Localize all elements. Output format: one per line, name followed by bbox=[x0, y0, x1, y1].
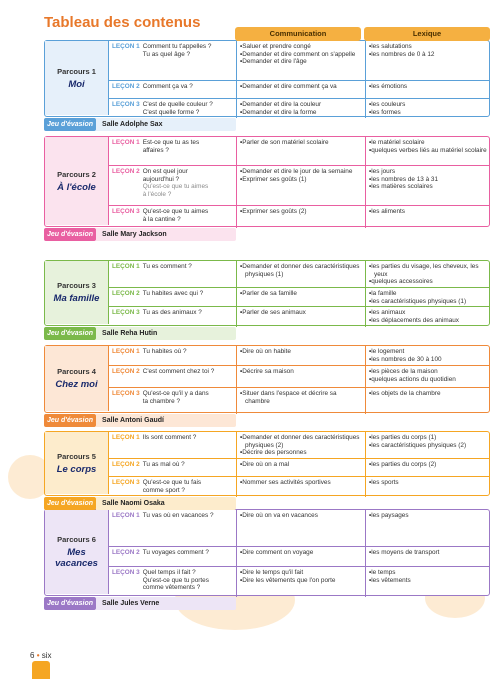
lexique-item: • les aliments bbox=[369, 208, 487, 216]
communication-item: • Situer dans l'espace et décrire sa chambre bbox=[240, 390, 363, 405]
communication-item: • Dire où on habite bbox=[240, 348, 363, 356]
lesson-row bbox=[109, 476, 489, 497]
parcours-label bbox=[45, 432, 109, 494]
lesson-question: Tu as des animaux ? bbox=[142, 309, 202, 316]
lesson-row bbox=[109, 205, 489, 228]
page-title: Tableau des contenus bbox=[44, 14, 201, 31]
lesson-tag: LEÇON 3 bbox=[112, 101, 140, 108]
lesson-question-cell bbox=[109, 261, 236, 287]
lesson-question: ta chambre ? bbox=[142, 397, 181, 405]
lesson-question: Tu as mal où ? bbox=[142, 461, 185, 468]
column-header-communication: Communication bbox=[235, 27, 361, 41]
lexique-item: • les parties du corps (1) bbox=[369, 434, 487, 442]
communication-item: • Demander et donner des caractéristiques physiques (2) bbox=[240, 434, 363, 449]
lesson-tag: LEÇON 2 bbox=[112, 368, 140, 375]
communication-cell bbox=[236, 459, 365, 476]
lesson-question-cell bbox=[109, 41, 236, 80]
lesson-question: Qu'est-ce que tu portes bbox=[142, 576, 209, 584]
communication-item: • Saluer et prendre congé bbox=[240, 43, 363, 51]
lesson-tag: LEÇON 2 bbox=[112, 549, 140, 556]
communication-item: • Dire où on va en vacances bbox=[240, 512, 363, 520]
lesson-question-cell bbox=[109, 388, 236, 414]
communication-cell bbox=[236, 388, 365, 414]
communication-item: • Nommer ses activités sportives bbox=[240, 479, 363, 487]
lesson-row bbox=[109, 165, 489, 205]
parcours-label bbox=[45, 261, 109, 324]
lexique-item: • les animaux bbox=[369, 309, 487, 317]
evasion-bar bbox=[44, 497, 236, 510]
lexique-cell bbox=[365, 477, 489, 497]
lesson-question-cell bbox=[109, 567, 236, 597]
lexique-item: • le temps bbox=[369, 569, 487, 577]
lexique-item: • les nombres de 30 à 100 bbox=[369, 356, 487, 364]
communication-item: • Parler de son matériel scolaire bbox=[240, 139, 363, 147]
communication-cell bbox=[236, 99, 365, 118]
lesson-tag: LEÇON 2 bbox=[112, 290, 140, 297]
parcours-label bbox=[45, 137, 109, 225]
lesson-question: C'est comment chez toi ? bbox=[142, 368, 215, 375]
lesson-question: Ils sont comment ? bbox=[142, 434, 197, 441]
evasion-room: Salle Mary Jackson bbox=[96, 228, 236, 241]
lesson-question: Tu habites avec qui ? bbox=[142, 290, 204, 297]
parcours-name: Le corps bbox=[56, 463, 97, 475]
parcours-number: Parcours 6 bbox=[57, 535, 96, 544]
communication-cell bbox=[236, 366, 365, 387]
communication-item: • Demander et dire comment ça va bbox=[240, 83, 363, 91]
evasion-label: Jeu d'évasion bbox=[44, 414, 96, 427]
lesson-question: Qu'est-ce que tu aimes bbox=[142, 208, 209, 215]
lesson-question: Comment ça va ? bbox=[142, 83, 193, 90]
evasion-room: Salle Jules Verne bbox=[96, 597, 236, 610]
page-corner-tab bbox=[32, 661, 50, 679]
lesson-questions bbox=[143, 263, 234, 285]
lesson-questions bbox=[143, 479, 234, 495]
parcours-section bbox=[44, 345, 490, 413]
lesson-tag: LEÇON 1 bbox=[112, 512, 140, 519]
parcours-section bbox=[44, 509, 490, 596]
lesson-tag: LEÇON 2 bbox=[112, 168, 140, 175]
lexique-cell bbox=[365, 288, 489, 306]
lexique-item: • les salutations bbox=[369, 43, 487, 51]
lexique-item: • les émotions bbox=[369, 83, 487, 91]
parcours-name: Mes vacances bbox=[55, 547, 98, 569]
lexique-item: • les parties du visage, les cheveux, les yeux bbox=[369, 263, 487, 278]
lesson-question-cell bbox=[109, 99, 236, 118]
communication-cell bbox=[236, 166, 365, 205]
lesson-questions bbox=[143, 83, 234, 96]
lesson-question: comme vêtements ? bbox=[142, 584, 201, 592]
lesson-row bbox=[109, 387, 489, 414]
lesson-row bbox=[109, 546, 489, 566]
lesson-questions bbox=[143, 368, 234, 385]
lesson-question-cell bbox=[109, 432, 236, 458]
lesson-question: à la cantine ? bbox=[142, 215, 181, 223]
communication-cell bbox=[236, 137, 365, 165]
communication-item: • Dire le temps qu'il fait bbox=[240, 569, 363, 577]
parcours-label bbox=[45, 510, 109, 594]
evasion-bar bbox=[44, 118, 236, 131]
lesson-questions bbox=[143, 461, 234, 474]
communication-cell bbox=[236, 510, 365, 546]
lexique-item: • les paysages bbox=[369, 512, 487, 520]
parcours-name: Moi bbox=[68, 78, 85, 90]
lesson-questions bbox=[143, 390, 234, 412]
lexique-item: • le logement bbox=[369, 348, 487, 356]
lesson-questions bbox=[143, 168, 234, 203]
parcours-section bbox=[44, 40, 490, 117]
evasion-label: Jeu d'évasion bbox=[44, 118, 96, 131]
lesson-tag: LEÇON 3 bbox=[112, 309, 140, 316]
lesson-row bbox=[109, 346, 489, 365]
lesson-question-cell bbox=[109, 477, 236, 497]
lexique-cell bbox=[365, 366, 489, 387]
lexique-cell bbox=[365, 388, 489, 414]
communication-item: • Dire comment on voyage bbox=[240, 549, 363, 557]
lexique-item: • les objets de la chambre bbox=[369, 390, 487, 398]
evasion-bar bbox=[44, 597, 236, 610]
lexique-item: • les moyens de transport bbox=[369, 549, 487, 557]
parcours-number: Parcours 3 bbox=[57, 281, 96, 290]
lesson-question: Est-ce que tu as tes bbox=[142, 139, 200, 146]
lesson-tag: LEÇON 3 bbox=[112, 208, 140, 215]
parcours-number: Parcours 4 bbox=[57, 367, 96, 376]
evasion-bar bbox=[44, 414, 236, 427]
lesson-question-cell bbox=[109, 137, 236, 165]
page-footer bbox=[30, 651, 52, 660]
parcours-section bbox=[44, 136, 490, 227]
communication-item: • Demander et donner des caractéristiques physiques (1) bbox=[240, 263, 363, 278]
lesson-tag: LEÇON 1 bbox=[112, 263, 140, 270]
parcours-label bbox=[45, 346, 109, 411]
communication-cell bbox=[236, 206, 365, 228]
evasion-room: Salle Adolphe Sax bbox=[96, 118, 236, 131]
lesson-question-cell bbox=[109, 459, 236, 476]
lexique-cell bbox=[365, 41, 489, 80]
evasion-room: Salle Reha Hutin bbox=[96, 327, 236, 340]
lesson-questions bbox=[143, 43, 234, 78]
lexique-cell bbox=[365, 346, 489, 365]
communication-cell bbox=[236, 307, 365, 327]
lexique-item: • les vêtements bbox=[369, 577, 487, 585]
lesson-question-cell bbox=[109, 366, 236, 387]
lesson-tag: LEÇON 3 bbox=[112, 479, 140, 486]
lesson-tag: LEÇON 2 bbox=[112, 461, 140, 468]
lesson-question: Tu es comment ? bbox=[142, 263, 192, 270]
communication-cell bbox=[236, 81, 365, 98]
lesson-question-cell bbox=[109, 166, 236, 205]
lexique-cell bbox=[365, 137, 489, 165]
lesson-row bbox=[109, 458, 489, 476]
lesson-questions bbox=[143, 290, 234, 304]
communication-cell bbox=[236, 567, 365, 597]
lesson-row bbox=[109, 98, 489, 118]
parcours-number: Parcours 2 bbox=[57, 169, 96, 179]
lexique-item: • les jours bbox=[369, 168, 487, 176]
lesson-row bbox=[109, 306, 489, 327]
lexique-item: • les matières scolaires bbox=[369, 183, 487, 191]
parcours-number: Parcours 1 bbox=[57, 66, 96, 76]
lesson-question-cell bbox=[109, 510, 236, 546]
parcours-name: À l'école bbox=[57, 181, 96, 193]
lesson-question: On est quel jour bbox=[142, 168, 188, 175]
lesson-question: C'est de quelle couleur ? bbox=[142, 101, 213, 108]
lesson-questions bbox=[143, 101, 234, 116]
lesson-question: Qu'est-ce qu'il y a dans bbox=[142, 390, 209, 397]
lesson-question: C'est quelle forme ? bbox=[142, 108, 200, 116]
lesson-question: Tu voyages comment ? bbox=[142, 549, 209, 556]
footer-dot: • bbox=[36, 651, 42, 660]
column-header-lexique: Lexique bbox=[364, 27, 490, 41]
lesson-questions bbox=[143, 512, 234, 544]
lesson-question: Quel temps il fait ? bbox=[142, 569, 196, 576]
evasion-room: Salle Antoni Gaudí bbox=[96, 414, 236, 427]
lesson-row bbox=[109, 41, 489, 80]
lexique-cell bbox=[365, 547, 489, 566]
lexique-cell bbox=[365, 166, 489, 205]
lesson-question-cell bbox=[109, 288, 236, 306]
lesson-questions bbox=[143, 434, 234, 456]
lexique-item: • les caractéristiques physiques (2) bbox=[369, 442, 487, 450]
communication-cell bbox=[236, 477, 365, 497]
lesson-questions bbox=[143, 569, 234, 595]
parcours-section bbox=[44, 431, 490, 496]
lesson-tag: LEÇON 1 bbox=[112, 43, 140, 50]
evasion-room: Salle Naomi Osaka bbox=[96, 497, 236, 510]
lesson-tag: LEÇON 1 bbox=[112, 348, 140, 355]
lexique-cell bbox=[365, 307, 489, 327]
lexique-item: • les sports bbox=[369, 479, 487, 487]
lexique-cell bbox=[365, 99, 489, 118]
evasion-label: Jeu d'évasion bbox=[44, 497, 96, 510]
lexique-item: • quelques actions du quotidien bbox=[369, 376, 487, 384]
communication-cell bbox=[236, 288, 365, 306]
communication-item: • Décrire des personnes bbox=[240, 449, 363, 457]
lesson-question: aujourd'hui ? bbox=[142, 175, 180, 183]
lesson-row bbox=[109, 137, 489, 165]
communication-item: • Demander et dire la forme bbox=[240, 109, 363, 117]
lexique-item: • quelques accessoires bbox=[369, 278, 487, 286]
lesson-tag: LEÇON 1 bbox=[112, 434, 140, 441]
communication-item: • Parler de ses animaux bbox=[240, 309, 363, 317]
lexique-item: • la famille bbox=[369, 290, 487, 298]
lexique-item: • les nombres de 13 à 31 bbox=[369, 176, 487, 184]
lesson-question-cell bbox=[109, 206, 236, 228]
lexique-item: • les formes bbox=[369, 109, 487, 117]
communication-item: • Parler de sa famille bbox=[240, 290, 363, 298]
evasion-bar bbox=[44, 228, 236, 241]
communication-item: • Demander et dire le jour de la semaine bbox=[240, 168, 363, 176]
parcours-name: Chez moi bbox=[55, 379, 98, 390]
lesson-question: comme sport ? bbox=[142, 486, 185, 494]
lesson-question-cell bbox=[109, 346, 236, 365]
lesson-question: affaires ? bbox=[142, 146, 169, 154]
communication-cell bbox=[236, 261, 365, 287]
communication-item: • Exprimer ses goûts (1) bbox=[240, 176, 363, 184]
lexique-item: • le matériel scolaire bbox=[369, 139, 487, 147]
lesson-row bbox=[109, 365, 489, 387]
parcours-number: Parcours 5 bbox=[57, 451, 96, 461]
evasion-bar bbox=[44, 327, 236, 340]
lesson-question: Tu as quel âge ? bbox=[142, 50, 191, 58]
lesson-row bbox=[109, 510, 489, 546]
communication-item: • Décrire sa maison bbox=[240, 368, 363, 376]
lexique-cell bbox=[365, 206, 489, 228]
lesson-row bbox=[109, 80, 489, 98]
lexique-item: • les nombres de 0 à 12 bbox=[369, 51, 487, 59]
lesson-tag: LEÇON 1 bbox=[112, 139, 140, 146]
communication-item: • Exprimer ses goûts (2) bbox=[240, 208, 363, 216]
lesson-row bbox=[109, 287, 489, 306]
lesson-question: Tu habites où ? bbox=[142, 348, 187, 355]
lexique-item: • les déplacements des animaux bbox=[369, 317, 487, 325]
communication-cell bbox=[236, 41, 365, 80]
lesson-questions bbox=[143, 208, 234, 226]
parcours-name: Ma famille bbox=[53, 293, 100, 304]
lesson-question: Comment tu t'appelles ? bbox=[142, 43, 212, 50]
lexique-item: • quelques verbes liés au matériel scolaire bbox=[369, 147, 487, 155]
lesson-question-cell bbox=[109, 307, 236, 327]
lesson-questions bbox=[143, 348, 234, 363]
lexique-cell bbox=[365, 261, 489, 287]
lexique-cell bbox=[365, 567, 489, 597]
lexique-cell bbox=[365, 432, 489, 458]
lesson-row bbox=[109, 566, 489, 597]
lesson-question: Tu vas où en vacances ? bbox=[142, 512, 214, 519]
communication-item: • Dire les vêtements que l'on porte bbox=[240, 577, 363, 585]
communication-item: • Demander et dire comment on s'appelle bbox=[240, 51, 363, 59]
communication-item: • Demander et dire la couleur bbox=[240, 101, 363, 109]
evasion-label: Jeu d'évasion bbox=[44, 228, 96, 241]
lesson-questions bbox=[143, 549, 234, 564]
page-word: six bbox=[41, 651, 52, 660]
lexique-item: • les pièces de la maison bbox=[369, 368, 487, 376]
lesson-tag: LEÇON 3 bbox=[112, 569, 140, 576]
lexique-cell bbox=[365, 459, 489, 476]
evasion-label: Jeu d'évasion bbox=[44, 327, 96, 340]
lexique-item: • les caractéristiques physiques (1) bbox=[369, 298, 487, 306]
communication-item: • Dire où on a mal bbox=[240, 461, 363, 469]
lesson-tag: LEÇON 3 bbox=[112, 390, 140, 397]
lesson-row bbox=[109, 261, 489, 287]
lesson-tag: LEÇON 2 bbox=[112, 83, 140, 90]
communication-cell bbox=[236, 346, 365, 365]
communication-item: • Demander et dire l'âge bbox=[240, 58, 363, 66]
lexique-item: • les parties du corps (2) bbox=[369, 461, 487, 469]
lesson-questions bbox=[143, 309, 234, 325]
lexique-item: • les couleurs bbox=[369, 101, 487, 109]
evasion-label: Jeu d'évasion bbox=[44, 597, 96, 610]
lesson-questions bbox=[143, 139, 234, 163]
lesson-row bbox=[109, 432, 489, 458]
lesson-question-cell bbox=[109, 81, 236, 98]
lexique-cell bbox=[365, 510, 489, 546]
lesson-question-cell bbox=[109, 547, 236, 566]
page-number: 6 bbox=[30, 651, 35, 660]
parcours-section bbox=[44, 260, 490, 326]
lesson-question-alt: Qu'est-ce que tu aimes bbox=[142, 183, 209, 191]
lesson-question: Qu'est-ce que tu fais bbox=[142, 479, 202, 486]
communication-cell bbox=[236, 547, 365, 566]
parcours-label bbox=[45, 41, 109, 115]
lexique-cell bbox=[365, 81, 489, 98]
communication-cell bbox=[236, 432, 365, 458]
lesson-question-alt: à l'école ? bbox=[142, 190, 172, 198]
